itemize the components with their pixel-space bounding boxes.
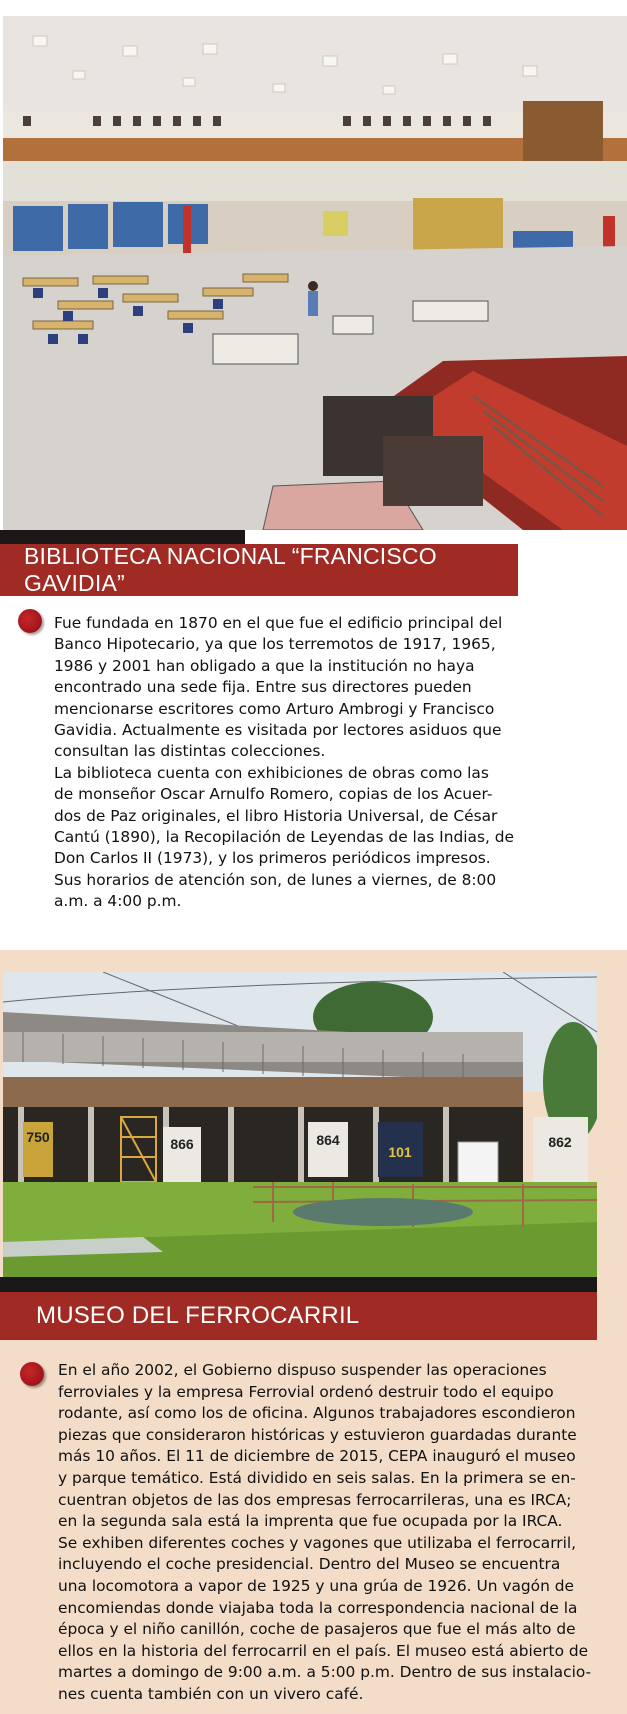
museum-heading-bar-top [0,1277,597,1292]
locomotive-750-label: 750 [26,1129,50,1145]
library-heading-bar-top [0,530,245,544]
library-heading-text: BIBLIOTECA NACIONAL “FRANCISCO GAVIDIA” [24,543,437,596]
library-body: Fue fundada en 1870 en el que fue el edificio principal del Banco Hipotecario, ya que los terremotos de 1917, 1965, 1986 y 2001 han obligado a que la institución no haya encontrado una sede fija. Entre sus directores pueden mencionarse escritores como Arturo Ambrogi y Francisco Gavidia. Actualmente es visitada por lectores asiduos que consultan las distintas colecciones. La biblioteca cuenta con exhibiciones de obras como las de monseñor Oscar Arnulfo Romero, copias de los Acuer- dos de Paz originales, el libro Historia Universal, de César Cantú (1890), la Recopilación de Leyendas de las Indias, de Don Carlos II (1973), y los primeros periódicos impresos. Sus horarios de atención son, de lunes a viernes, de 8:00 a.m. a 4:00 p.m. [54,614,514,911]
locomotive-864-label: 864 [316,1132,340,1148]
locomotive-862-label: 862 [548,1134,572,1150]
library-bullet-icon [18,609,42,633]
library-heading [0,544,518,596]
railway-museum-photo [3,972,597,1277]
locomotive-101-label: 101 [388,1144,412,1160]
museum-body: En el año 2002, el Gobierno dispuso suspender las operaciones ferroviales y la empresa Ferrovial ordenó destruir todo el equipo rodante, así como los de oficina. Algunos trabajadores escondieron piezas que consideraron históricas y estuvieron guardadas durante más 10 años. El 11 de diciembre de 2015, CEPA inauguró el museo y parque temático. Está dividido en seis salas. En la primera se en- cuentran objetos de las dos empresas ferrocarrileras, una es IRCA; en la segunda sala está la imprenta que fue ocupada por la IRCA. Se exhiben diferentes coches y vagones que utilizaba el ferrocarril, incluyendo el coche presidencial. Dentro del Museo se encuentra una locomotora a vapor de 1925 y una grúa de 1926. Un vagón de encomiendas donde viajaba toda la correspondencia nacional de la época y el niño canillón, coche de pasajeros que fue el más alto de ellos en la historia del ferrocarril en el país. El museo está abierto de martes a domingo de 9:00 a.m. a 5:00 p.m. Dentro de sus instalacio- nes cuenta también con un vivero café. [58,1361,592,1703]
museum-heading [0,1292,597,1340]
locomotive-866-label: 866 [170,1136,194,1152]
library-photo [3,16,627,530]
museum-bullet-icon [20,1362,44,1386]
museum-heading-text: MUSEO DEL FERROCARRIL [36,1302,360,1329]
